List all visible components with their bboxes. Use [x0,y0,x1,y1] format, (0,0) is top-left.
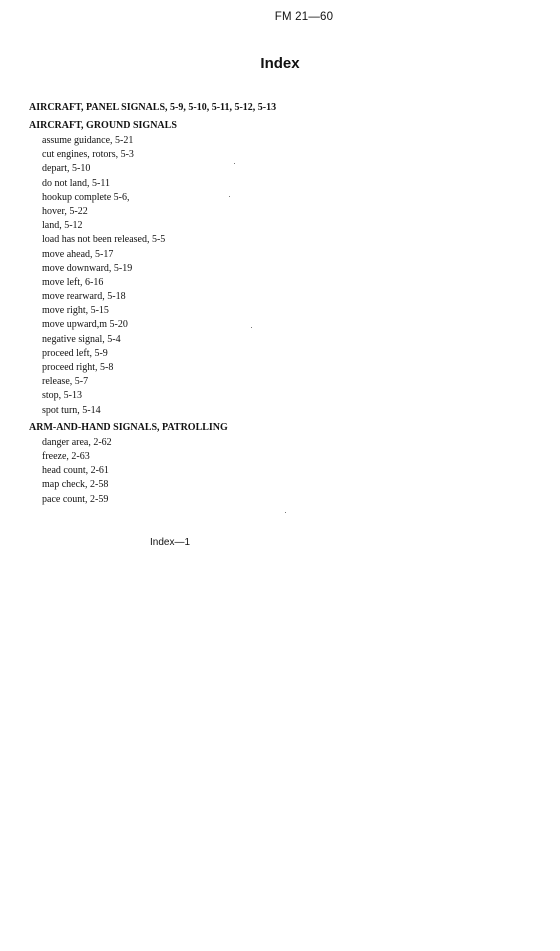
index-entry: proceed left, 5-9 [42,347,108,359]
index-entry-list [29,436,529,507]
index-entry: head count, 2-61 [42,465,109,477]
index-entry: map check, 2-58 [42,479,109,491]
index-entry: release, 5-7 [42,376,89,388]
index-entry: move downward, 5-19 [42,262,133,274]
index-group-aircraft-panel [29,99,529,116]
index-entry: negative signal, 5-4 [42,333,121,345]
page-header-code: FM 21—60 [274,11,334,23]
index-entry: do not land, 5-11 [42,177,110,189]
index-entry: cut engines, rotors, 5-3 [42,149,134,161]
index-entry: move rearward, 5-18 [42,291,126,303]
index-entry: proceed right, 5-8 [42,362,114,373]
scan-speck [251,327,252,328]
scan-speck [285,512,286,513]
index-group-arm-and-hand [29,419,529,507]
index-entry: stop, 5-13 [42,390,82,402]
index-heading: ARM-AND-HAND SIGNALS, PATROLLING [29,421,228,433]
index-entry: hover, 5-22 [42,205,88,217]
index-entry: move right, 5-15 [42,305,109,317]
index-entry: pace count, 2-59 [42,493,109,505]
index-entry: freeze, 2-63 [42,450,90,462]
index-entry: depart, 5-10 [42,163,91,175]
index-entry: land, 5-12 [42,220,83,232]
scan-speck [229,196,230,197]
index-entry: move ahead, 5-17 [42,248,114,260]
page-footer-number: Index—1 [149,537,191,548]
index-heading: AIRCRAFT, PANEL SIGNALS, 5-9, 5-10, 5-11, 5-12, 5-13 [29,102,277,113]
index-entry: move upward,m 5-20 [42,319,128,331]
page-title [0,55,560,72]
index-entry: spot turn, 5-14 [42,404,101,416]
index-body [29,99,529,508]
index-heading: AIRCRAFT, GROUND SIGNALS [29,120,177,131]
index-group-aircraft-ground [29,117,529,418]
index-entry: danger area, 2-62 [42,436,112,448]
index-entry: move left, 6-16 [42,276,104,288]
index-entry-list [29,134,529,418]
page-title-text: Index [260,55,300,72]
index-entry: load has not been released, 5-5 [42,234,166,246]
index-entry: hookup complete 5-6, [42,191,130,203]
scan-speck [234,163,235,164]
index-entry: assume guidance, 5-21 [42,135,134,146]
